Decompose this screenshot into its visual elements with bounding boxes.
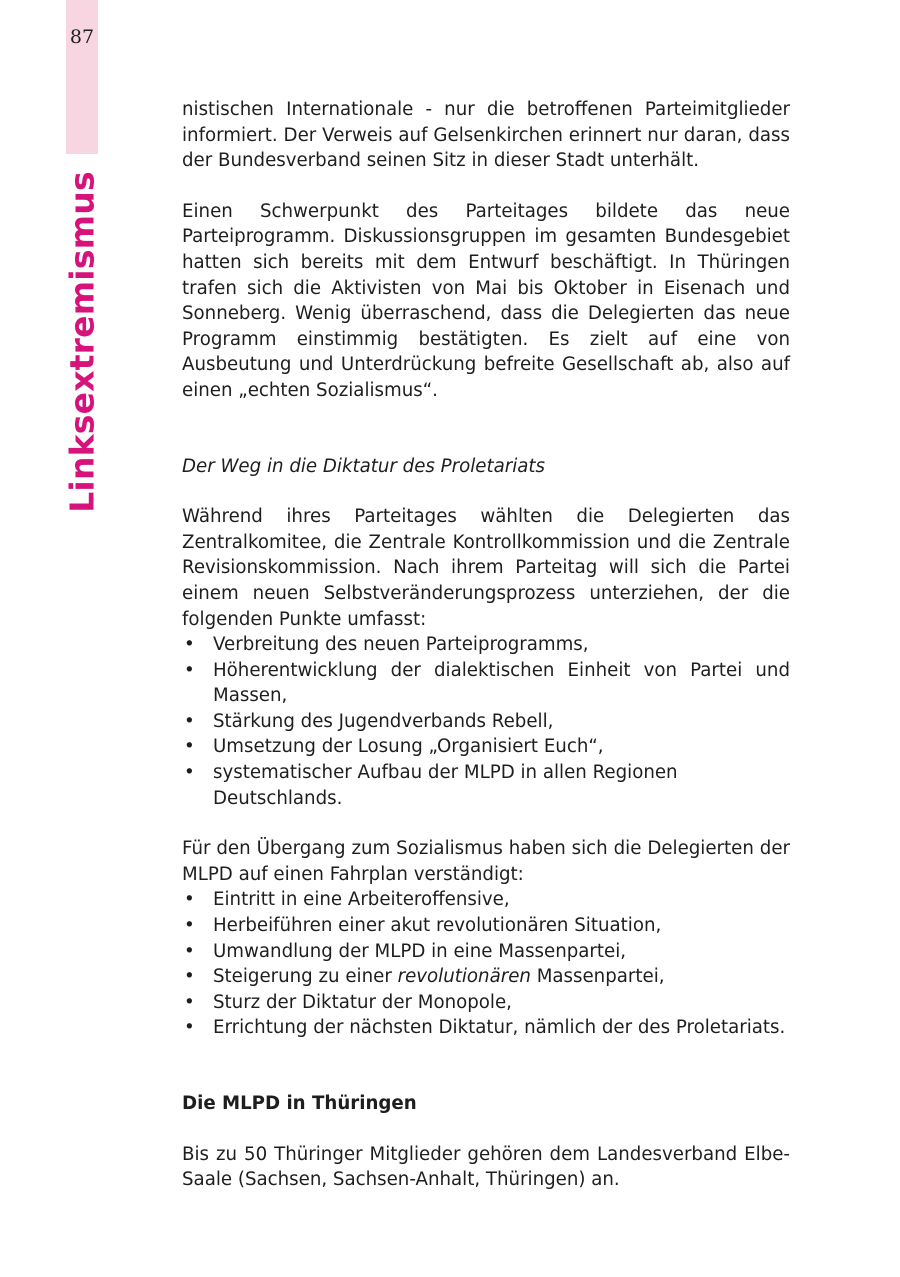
subheading: Der Weg in die Diktatur des Proletariats — [182, 455, 546, 477]
list-item-text: Steigerung zu einer — [213, 966, 398, 988]
list-process-points — [182, 632, 790, 811]
list-item: • Sturz der Diktatur der Monopole, — [182, 990, 790, 1016]
list-item: • Herbeiführen einer akut revolutionären Situation, — [182, 913, 790, 939]
paragraph-fahrplan: Für den Übergang zum Sozialismus haben sich die Delegierten der MLPD auf einen Fahrplan verständigt: — [182, 838, 790, 885]
list-item: • Eintritt in eine Arbeiteroffensive, — [182, 887, 790, 913]
list-item: • systematischer Aufbau der MLPD in allen Regionen Deutschlands. — [182, 760, 790, 811]
page-number: 87 — [69, 26, 95, 48]
list-item: • Errichtung der nächsten Diktatur, nämlich der des Proletariats. — [182, 1015, 790, 1041]
list-item: • Stärkung des Jugendverbands Rebell, — [182, 709, 790, 735]
section-tab — [66, 0, 98, 154]
list-item: • Umsetzung der Losung „Organisiert Euch“, — [182, 734, 790, 760]
section-heading: Die MLPD in Thüringen — [182, 1093, 417, 1114]
list-item: • Höherentwicklung der dialektischen Einheit von Partei und Massen, — [182, 658, 790, 709]
list-item — [182, 964, 790, 990]
section-label: Linksextremismus — [62, 171, 102, 513]
emphasis-text: revolutionären — [397, 966, 531, 988]
paragraph-parteiprogramm: Einen Schwerpunkt des Parteitages bildete das neue Parteiprogramm. Diskussionsgruppen im gesamten Bundesgebiet hatten sich bereits mit dem Entwurf beschäftigt. In Thüringen trafen sich die Aktivisten von Mai bis Oktober in Eisenach und Sonneberg. Wenig überraschend, dass die Delegierten das neue Programm einstimmig bestätigten. Es zielt auf eine von Ausbeutung und Unterdrückung befreite Gesellschaft ab, also auf einen „echten Sozialismus“. — [182, 200, 790, 401]
paragraph-intro: nistischen Internationale - nur die betroffenen Parteimitglieder informiert. Der Verweis auf Gelsenkirchen erinnert nur daran, dass der Bundesverband seinen Sitz in dieser Stadt unterhält. — [182, 99, 790, 172]
list-item: • Verbreitung des neuen Parteiprogramms, — [182, 632, 790, 658]
list-item: • Umwandlung der MLPD in eine Massenpartei, — [182, 939, 790, 965]
list-fahrplan — [182, 887, 790, 1041]
paragraph-parteitag: Während ihres Parteitages wählten die Delegierten das Zentralkomitee, die Zentrale Kontrollkommission und die Zentrale Revisionskommission. Nach ihrem Parteitag will sich die Partei einem neuen Selbstveränderungsprozess unterziehen, der die folgenden Punkte umfasst: — [182, 506, 790, 630]
list-item-text: Massenpartei, — [530, 966, 665, 988]
paragraph-thueringen: Bis zu 50 Thüringer Mitglieder gehören dem Landesverband Elbe-Saale (Sachsen, Sachsen-Anhalt, Thüringen) an. — [182, 1143, 790, 1191]
page-content — [182, 97, 790, 1193]
